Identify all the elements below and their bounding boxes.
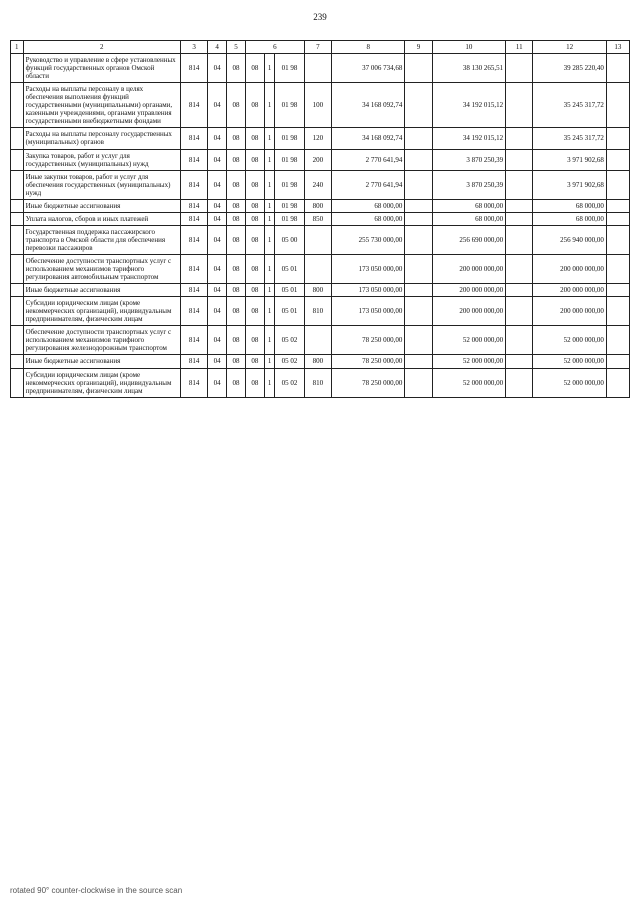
table-cell-c6a: 08 xyxy=(245,254,264,283)
table-cell-c12: 35 245 317,72 xyxy=(533,128,606,149)
table-cell-c6c: 01 98 xyxy=(275,212,304,225)
table-cell-c7: 800 xyxy=(304,199,331,212)
table-cell-c6b: 1 xyxy=(264,128,274,149)
table-cell-c6a: 08 xyxy=(245,128,264,149)
table-cell-c12: 256 940 000,00 xyxy=(533,225,606,254)
col-header: 9 xyxy=(405,41,432,54)
table-cell-c9 xyxy=(405,83,432,128)
table-cell-c7: 240 xyxy=(304,170,331,199)
table-cell-c13 xyxy=(606,212,629,225)
table-cell-c4: 04 xyxy=(208,254,227,283)
table-cell-c6a: 08 xyxy=(245,83,264,128)
table-cell-c12: 200 000 000,00 xyxy=(533,254,606,283)
table-cell-c2: Обеспечение доступности транспортных услуг с использованием механизмов тарифного регулирования автомобильным транспортом xyxy=(23,254,180,283)
col-header: 6 xyxy=(245,41,304,54)
budget-table-sheet xyxy=(10,40,630,398)
table-cell-c1 xyxy=(11,326,24,355)
table-cell-c6b: 1 xyxy=(264,225,274,254)
table-cell-c4: 04 xyxy=(208,225,227,254)
table-cell-c3: 814 xyxy=(180,149,207,170)
table-cell-c8: 173 050 000,00 xyxy=(331,254,404,283)
orientation-note: rotated 90° counter-clockwise in the source scan xyxy=(10,886,183,895)
table-cell-c7: 810 xyxy=(304,368,331,397)
table-cell-c8: 37 006 734,68 xyxy=(331,54,404,83)
table-cell-c13 xyxy=(606,170,629,199)
table-cell-c10: 68 000,00 xyxy=(432,199,505,212)
table-cell-c9 xyxy=(405,149,432,170)
table-cell-c5: 08 xyxy=(227,83,246,128)
table-cell-c6a: 08 xyxy=(245,212,264,225)
table-cell-c11 xyxy=(506,225,533,254)
column-number-row xyxy=(11,41,630,54)
table-cell-c3: 814 xyxy=(180,368,207,397)
table-cell-c2: Иные бюджетные ассигнования xyxy=(23,284,180,297)
table-cell-c8: 68 000,00 xyxy=(331,199,404,212)
table-cell-c10: 52 000 000,00 xyxy=(432,368,505,397)
table-cell-c6c: 01 98 xyxy=(275,54,304,83)
table-cell-c5: 08 xyxy=(227,199,246,212)
table-cell-c10: 3 870 250,39 xyxy=(432,170,505,199)
table-cell-c1 xyxy=(11,149,24,170)
table-cell-c6a: 08 xyxy=(245,368,264,397)
table-cell-c8: 78 250 000,00 xyxy=(331,368,404,397)
table-cell-c13 xyxy=(606,225,629,254)
table-cell-c5: 08 xyxy=(227,355,246,368)
table-cell-c10: 52 000 000,00 xyxy=(432,326,505,355)
table-cell-c11 xyxy=(506,199,533,212)
table-row xyxy=(11,355,630,368)
table-cell-c5: 08 xyxy=(227,54,246,83)
table-cell-c6a: 08 xyxy=(245,284,264,297)
table-cell-c3: 814 xyxy=(180,128,207,149)
table-cell-c1 xyxy=(11,254,24,283)
table-cell-c6b: 1 xyxy=(264,170,274,199)
table-cell-c6b: 1 xyxy=(264,284,274,297)
table-cell-c6b: 1 xyxy=(264,368,274,397)
table-cell-c8: 68 000,00 xyxy=(331,212,404,225)
table-cell-c2: Иные бюджетные ассигнования xyxy=(23,355,180,368)
table-row xyxy=(11,149,630,170)
table-cell-c6a: 08 xyxy=(245,170,264,199)
table-cell-c9 xyxy=(405,225,432,254)
table-cell-c2: Государственная поддержка пассажирского транспорта в Омской области для обеспечения перевозки пассажиров xyxy=(23,225,180,254)
table-cell-c12: 68 000,00 xyxy=(533,212,606,225)
table-cell-c6b: 1 xyxy=(264,212,274,225)
table-cell-c7 xyxy=(304,54,331,83)
table-cell-c5: 08 xyxy=(227,170,246,199)
table-cell-c3: 814 xyxy=(180,199,207,212)
table-cell-c12: 35 245 317,72 xyxy=(533,83,606,128)
table-cell-c12: 52 000 000,00 xyxy=(533,368,606,397)
table-cell-c1 xyxy=(11,212,24,225)
table-cell-c5: 08 xyxy=(227,149,246,170)
table-cell-c4: 04 xyxy=(208,284,227,297)
table-cell-c10: 200 000 000,00 xyxy=(432,297,505,326)
table-cell-c13 xyxy=(606,326,629,355)
table-cell-c6a: 08 xyxy=(245,355,264,368)
table-cell-c4: 04 xyxy=(208,128,227,149)
table-cell-c8: 78 250 000,00 xyxy=(331,326,404,355)
col-header: 7 xyxy=(304,41,331,54)
table-cell-c7 xyxy=(304,326,331,355)
table-cell-c11 xyxy=(506,128,533,149)
table-cell-c11 xyxy=(506,284,533,297)
table-cell-c1 xyxy=(11,355,24,368)
table-cell-c6b: 1 xyxy=(264,83,274,128)
table-cell-c2: Руководство и управление в сфере установленных функций государственных органов Омской области xyxy=(23,54,180,83)
table-cell-c13 xyxy=(606,83,629,128)
table-cell-c10: 68 000,00 xyxy=(432,212,505,225)
table-cell-c2: Расходы на выплаты персоналу государственных (муниципальных) органов xyxy=(23,128,180,149)
table-cell-c4: 04 xyxy=(208,83,227,128)
table-cell-c13 xyxy=(606,54,629,83)
table-cell-c13 xyxy=(606,128,629,149)
table-cell-c6c: 05 00 xyxy=(275,225,304,254)
table-cell-c11 xyxy=(506,83,533,128)
table-cell-c1 xyxy=(11,128,24,149)
table-cell-c3: 814 xyxy=(180,297,207,326)
table-row xyxy=(11,212,630,225)
table-cell-c10: 256 690 000,00 xyxy=(432,225,505,254)
table-cell-c6b: 1 xyxy=(264,326,274,355)
table-cell-c10: 200 000 000,00 xyxy=(432,284,505,297)
table-cell-c1 xyxy=(11,284,24,297)
table-cell-c3: 814 xyxy=(180,225,207,254)
table-cell-c6c: 01 98 xyxy=(275,170,304,199)
budget-table xyxy=(10,40,630,398)
table-cell-c12: 39 285 220,40 xyxy=(533,54,606,83)
col-header: 8 xyxy=(331,41,404,54)
table-cell-c3: 814 xyxy=(180,355,207,368)
page-number: 239 xyxy=(313,12,327,22)
table-cell-c7 xyxy=(304,254,331,283)
col-header: 10 xyxy=(432,41,505,54)
table-cell-c9 xyxy=(405,326,432,355)
table-cell-c6c: 05 02 xyxy=(275,326,304,355)
table-cell-c11 xyxy=(506,149,533,170)
table-cell-c6a: 08 xyxy=(245,297,264,326)
table-cell-c6c: 05 02 xyxy=(275,355,304,368)
table-cell-c10: 200 000 000,00 xyxy=(432,254,505,283)
table-cell-c3: 814 xyxy=(180,284,207,297)
table-cell-c11 xyxy=(506,297,533,326)
table-cell-c9 xyxy=(405,199,432,212)
table-row xyxy=(11,326,630,355)
table-cell-c4: 04 xyxy=(208,212,227,225)
col-header: 5 xyxy=(227,41,246,54)
table-cell-c1 xyxy=(11,368,24,397)
table-cell-c6a: 08 xyxy=(245,326,264,355)
table-cell-c4: 04 xyxy=(208,170,227,199)
table-cell-c10: 34 192 015,12 xyxy=(432,128,505,149)
table-cell-c6c: 01 98 xyxy=(275,128,304,149)
table-cell-c4: 04 xyxy=(208,326,227,355)
table-cell-c10: 38 130 265,51 xyxy=(432,54,505,83)
table-cell-c5: 08 xyxy=(227,128,246,149)
table-cell-c6b: 1 xyxy=(264,355,274,368)
table-cell-c9 xyxy=(405,284,432,297)
table-cell-c2: Иные бюджетные ассигнования xyxy=(23,199,180,212)
table-cell-c6a: 08 xyxy=(245,149,264,170)
table-cell-c3: 814 xyxy=(180,212,207,225)
table-row xyxy=(11,254,630,283)
table-row xyxy=(11,368,630,397)
table-cell-c13 xyxy=(606,199,629,212)
table-cell-c4: 04 xyxy=(208,149,227,170)
table-cell-c11 xyxy=(506,254,533,283)
table-cell-c5: 08 xyxy=(227,225,246,254)
table-cell-c6b: 1 xyxy=(264,297,274,326)
table-cell-c13 xyxy=(606,284,629,297)
table-cell-c13 xyxy=(606,254,629,283)
col-header: 1 xyxy=(11,41,24,54)
table-cell-c8: 255 730 000,00 xyxy=(331,225,404,254)
table-cell-c11 xyxy=(506,212,533,225)
table-cell-c9 xyxy=(405,128,432,149)
table-cell-c6a: 08 xyxy=(245,225,264,254)
table-cell-c11 xyxy=(506,355,533,368)
table-cell-c13 xyxy=(606,368,629,397)
table-row xyxy=(11,225,630,254)
table-row xyxy=(11,170,630,199)
table-cell-c6b: 1 xyxy=(264,149,274,170)
col-header: 4 xyxy=(208,41,227,54)
table-cell-c3: 814 xyxy=(180,170,207,199)
table-cell-c3: 814 xyxy=(180,254,207,283)
table-cell-c9 xyxy=(405,212,432,225)
col-header: 2 xyxy=(23,41,180,54)
table-cell-c3: 814 xyxy=(180,54,207,83)
table-row xyxy=(11,83,630,128)
table-cell-c6c: 05 01 xyxy=(275,297,304,326)
table-cell-c4: 04 xyxy=(208,54,227,83)
table-cell-c7: 850 xyxy=(304,212,331,225)
table-cell-c4: 04 xyxy=(208,199,227,212)
table-cell-c7: 200 xyxy=(304,149,331,170)
table-cell-c6c: 05 01 xyxy=(275,284,304,297)
table-cell-c8: 173 050 000,00 xyxy=(331,284,404,297)
table-cell-c2: Уплата налогов, сборов и иных платежей xyxy=(23,212,180,225)
table-cell-c2: Иные закупки товаров, работ и услуг для обеспечения государственных (муниципальных) нужд xyxy=(23,170,180,199)
table-cell-c2: Закупка товаров, работ и услуг для государственных (муниципальных) нужд xyxy=(23,149,180,170)
table-cell-c12: 200 000 000,00 xyxy=(533,297,606,326)
table-cell-c11 xyxy=(506,368,533,397)
table-cell-c7 xyxy=(304,225,331,254)
table-cell-c1 xyxy=(11,54,24,83)
table-cell-c12: 68 000,00 xyxy=(533,199,606,212)
table-cell-c6c: 01 98 xyxy=(275,83,304,128)
table-cell-c8: 34 168 092,74 xyxy=(331,83,404,128)
table-cell-c8: 78 250 000,00 xyxy=(331,355,404,368)
table-cell-c5: 08 xyxy=(227,212,246,225)
table-row xyxy=(11,128,630,149)
table-cell-c2: Субсидии юридическим лицам (кроме некоммерческих организаций), индивидуальным предпринимателям, физическим лицам xyxy=(23,297,180,326)
table-cell-c9 xyxy=(405,297,432,326)
table-cell-c12: 3 971 902,68 xyxy=(533,149,606,170)
table-cell-c5: 08 xyxy=(227,284,246,297)
table-cell-c10: 52 000 000,00 xyxy=(432,355,505,368)
table-cell-c10: 34 192 015,12 xyxy=(432,83,505,128)
table-cell-c8: 173 050 000,00 xyxy=(331,297,404,326)
table-cell-c3: 814 xyxy=(180,326,207,355)
col-header: 3 xyxy=(180,41,207,54)
table-cell-c1 xyxy=(11,83,24,128)
table-row xyxy=(11,54,630,83)
table-cell-c2: Субсидии юридическим лицам (кроме некоммерческих организаций), индивидуальным предпринимателям, физическим лицам xyxy=(23,368,180,397)
table-cell-c7: 120 xyxy=(304,128,331,149)
table-cell-c6a: 08 xyxy=(245,54,264,83)
table-cell-c6c: 01 98 xyxy=(275,199,304,212)
table-cell-c7: 810 xyxy=(304,297,331,326)
table-cell-c12: 3 971 902,68 xyxy=(533,170,606,199)
table-cell-c6c: 05 01 xyxy=(275,254,304,283)
table-cell-c1 xyxy=(11,297,24,326)
table-cell-c1 xyxy=(11,199,24,212)
table-row xyxy=(11,297,630,326)
table-cell-c13 xyxy=(606,297,629,326)
table-cell-c1 xyxy=(11,225,24,254)
table-cell-c7: 800 xyxy=(304,284,331,297)
col-header: 11 xyxy=(506,41,533,54)
table-cell-c9 xyxy=(405,368,432,397)
table-cell-c5: 08 xyxy=(227,368,246,397)
table-cell-c6b: 1 xyxy=(264,254,274,283)
table-cell-c9 xyxy=(405,54,432,83)
table-cell-c6b: 1 xyxy=(264,54,274,83)
table-cell-c10: 3 870 250,39 xyxy=(432,149,505,170)
table-cell-c6c: 05 02 xyxy=(275,368,304,397)
table-cell-c4: 04 xyxy=(208,355,227,368)
table-cell-c7: 800 xyxy=(304,355,331,368)
table-cell-c6b: 1 xyxy=(264,199,274,212)
col-header: 13 xyxy=(606,41,629,54)
table-cell-c4: 04 xyxy=(208,368,227,397)
table-cell-c2: Расходы на выплаты персоналу в целях обеспечения выполнения функций государственными (муниципальными) органами, казенными учреждениями, органами управления государственными внебюджетными фондами xyxy=(23,83,180,128)
table-cell-c12: 200 000 000,00 xyxy=(533,284,606,297)
table-cell-c11 xyxy=(506,170,533,199)
table-cell-c4: 04 xyxy=(208,297,227,326)
table-row xyxy=(11,199,630,212)
table-cell-c6a: 08 xyxy=(245,199,264,212)
table-cell-c9 xyxy=(405,254,432,283)
table-cell-c2: Обеспечение доступности транспортных услуг с использованием механизмов тарифного регулирования железнодорожным транспортом xyxy=(23,326,180,355)
table-cell-c12: 52 000 000,00 xyxy=(533,355,606,368)
table-cell-c6c: 01 98 xyxy=(275,149,304,170)
table-cell-c13 xyxy=(606,355,629,368)
table-cell-c5: 08 xyxy=(227,326,246,355)
table-cell-c5: 08 xyxy=(227,297,246,326)
table-cell-c8: 2 770 641,94 xyxy=(331,170,404,199)
table-cell-c12: 52 000 000,00 xyxy=(533,326,606,355)
table-cell-c11 xyxy=(506,326,533,355)
table-cell-c8: 34 168 092,74 xyxy=(331,128,404,149)
table-cell-c7: 100 xyxy=(304,83,331,128)
table-cell-c9 xyxy=(405,355,432,368)
table-cell-c1 xyxy=(11,170,24,199)
table-cell-c9 xyxy=(405,170,432,199)
table-cell-c13 xyxy=(606,149,629,170)
col-header: 12 xyxy=(533,41,606,54)
table-cell-c11 xyxy=(506,54,533,83)
table-cell-c8: 2 770 641,94 xyxy=(331,149,404,170)
table-cell-c3: 814 xyxy=(180,83,207,128)
table-cell-c5: 08 xyxy=(227,254,246,283)
table-row xyxy=(11,284,630,297)
